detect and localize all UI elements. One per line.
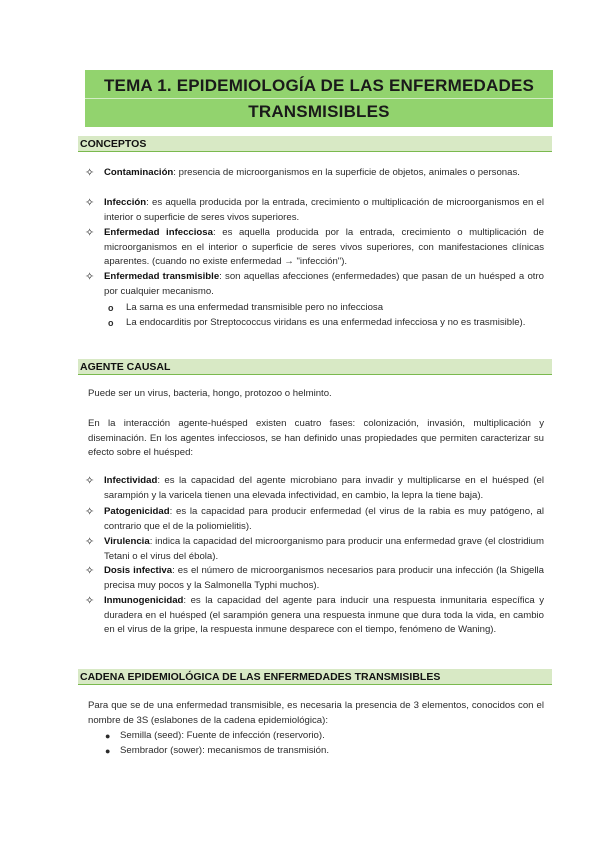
diamond-bullet-icon: ✧ [85,227,95,239]
section-header-cadena-epidemiologica: CADENA EPIDEMIOLÓGICA DE LAS ENFERMEDADES TRANSMISIBLES [78,669,552,685]
concept-item-contaminacion [85,166,544,181]
definition: : es aquella producida por la entrada, crecimiento o multiplicación de microorganismos en el interior o superficie de seres vivos superiores. [104,197,544,223]
section-header-agente-causal: AGENTE CAUSAL [78,359,552,375]
chain-list-item: ● Semilla (seed): Fuente de infección (reservorio). [120,729,540,744]
title-line-1: TEMA 1. EPIDEMIOLOGÍA DE LAS ENFERMEDADES [103,75,535,95]
definition: : es la capacidad para producir enfermedad (el virus de la rabia es muy patógeno, al contrario que el de la poliomielitis). [104,506,544,532]
diamond-bullet-icon: ✧ [85,197,95,209]
property-item-virulencia [85,535,544,564]
circle-bullet-icon: o [108,318,114,328]
concept-subitem: o La sarna es una enfermedad transmisible pero no infecciosa [126,301,544,316]
definition: : es el número de microorganismos necesarios para producir una infección (la Shigella precisa muy pocos y la Salmonella Typhi muchos). [104,565,544,591]
term: Dosis infectiva [104,565,173,576]
term: Inmunogenicidad [104,595,184,606]
definition: : es aquella producida por la entrada, crecimiento o multiplicación de microorganismos en el interior o superficie de seres vivos superiores, con manifestaciones clínicas aparentes. (cuando no existe enfermedad → "infección"). [104,227,544,267]
property-item-infectividad [85,474,544,503]
concept-item-infeccion [85,196,544,225]
concept-subitem: o La endocarditis por Streptococcus viridans es una enfermedad infecciosa y no es trasmisible). [126,316,544,331]
definition: : es la capacidad del agente para inducir una respuesta inmunitaria específica y duradera en el huésped (el sarampión genera una respuesta inmune que dura toda la vida, en cambio en el virus de la gripe, la respuesta inmune desparece con el tiempo, fenómeno de Waning). [104,595,544,635]
definition: : presencia de microorganismos en la superficie de objetos, animales o personas. [173,167,520,178]
term: Virulencia [104,536,150,547]
chain-list-item: ● Sembrador (sower): mecanismos de transmisión. [120,744,540,759]
paragraph: En la interacción agente-huésped existen cuatro fases: colonización, invasión, multiplicación y diseminación. En los agentes infecciosos, se han definido unas propiedades que permiten caracterizar su efecto sobre el huésped: [88,418,544,458]
definition: : es la capacidad del agente microbiano para invadir y multiplicarse en el huésped (el sarampión y la varicela tienen una elevada infectividad, en cambio, la lepra la tiene baja). [104,475,544,501]
title-divider [85,98,553,99]
diamond-bullet-icon: ✧ [85,506,95,518]
paragraph: Puede ser un virus, bacteria, hongo, protozoo o helminto. [88,388,332,399]
property-item-dosis-infectiva [85,564,544,593]
dot-bullet-icon: ● [105,731,111,741]
term: Patogenicidad [104,506,170,517]
diamond-bullet-icon: ✧ [85,475,95,487]
term: Contaminación [104,167,174,178]
diamond-bullet-icon: ✧ [85,271,95,283]
paragraph: Para que se de una enfermedad transmisible, es necesaria la presencia de 3 elementos, conocidos con el nombre de 3S (eslabones de la cadena epidemiológica): [88,700,544,726]
definition: : son aquellas afecciones (enfermedades) que pasan de un huésped a otro por cualquier mecanismo. [104,271,544,297]
diamond-bullet-icon: ✧ [85,167,95,179]
title-banner [85,70,553,127]
term: Enfermedad transmisible [104,271,220,282]
term: Infección [104,197,147,208]
concept-item-enfermedad-infecciosa [85,226,544,270]
circle-bullet-icon: o [108,303,114,313]
diamond-bullet-icon: ✧ [85,595,95,607]
property-item-inmunogenicidad [85,594,544,638]
diamond-bullet-icon: ✧ [85,536,95,548]
term: Infectividad [104,475,158,486]
dot-bullet-icon: ● [105,746,111,756]
property-item-patogenicidad [85,505,544,534]
term: Enfermedad infecciosa [104,227,213,238]
title-line-2: TRANSMISIBLES [248,101,390,121]
concept-item-enfermedad-transmisible [85,270,544,299]
section-header-conceptos: CONCEPTOS [78,136,552,152]
definition: : indica la capacidad del microorganismo para producir una enfermedad grave (el clostridium Tetani o el virus del ébola). [104,536,544,562]
diamond-bullet-icon: ✧ [85,565,95,577]
